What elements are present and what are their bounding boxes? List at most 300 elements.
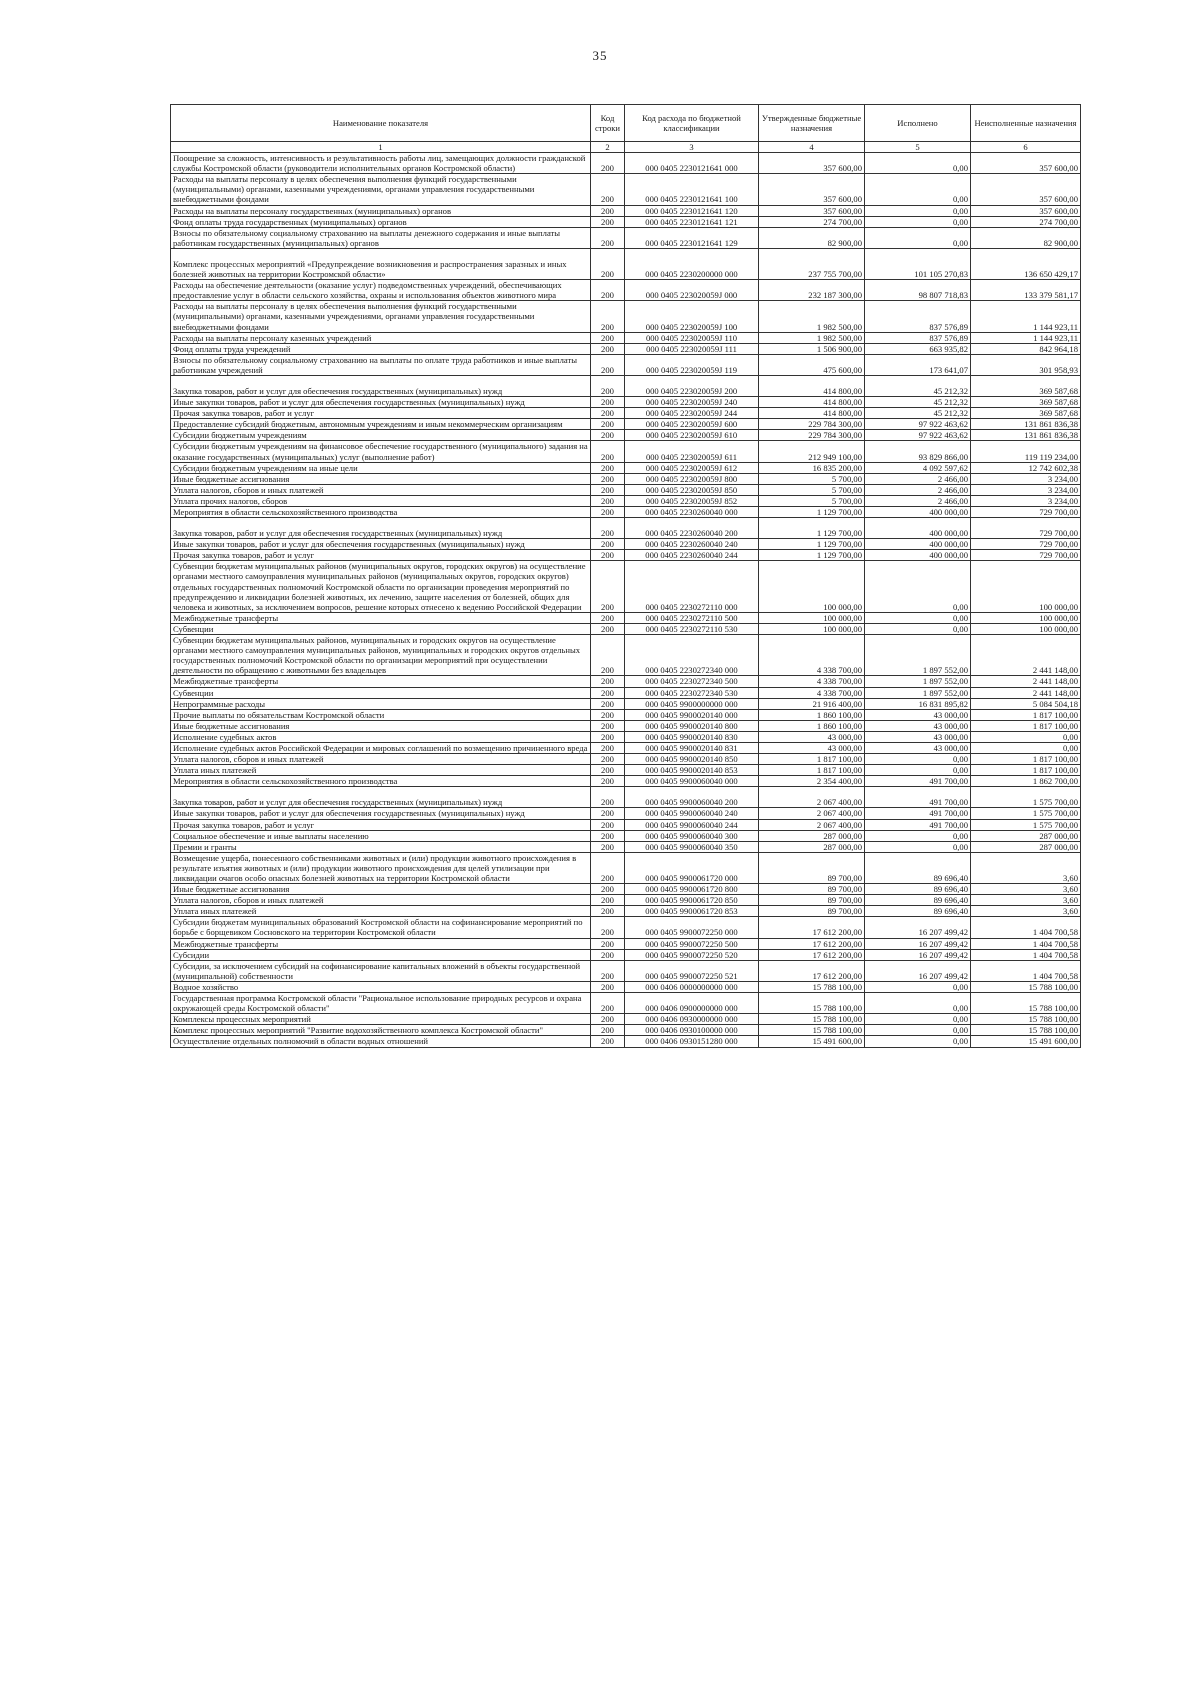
classification-code: 000 0405 223020059J 100 (625, 301, 759, 332)
unexecuted-amount: 15 491 600,00 (971, 1036, 1081, 1047)
unexecuted-amount: 119 119 234,00 (971, 441, 1081, 462)
table-row (171, 227, 1081, 248)
line-code: 200 (591, 917, 625, 938)
approved-amount: 16 835 200,00 (759, 462, 865, 473)
approved-amount: 229 784 300,00 (759, 419, 865, 430)
executed-amount: 45 212,32 (865, 375, 971, 396)
executed-amount: 0,00 (865, 993, 971, 1014)
unexecuted-amount: 1 817 100,00 (971, 709, 1081, 720)
classification-code: 000 0406 0000000000 000 (625, 981, 759, 992)
approved-amount: 287 000,00 (759, 830, 865, 841)
unexecuted-amount: 1 862 700,00 (971, 776, 1081, 787)
classification-code: 000 0405 2230272340 500 (625, 676, 759, 687)
line-code: 200 (591, 153, 625, 174)
line-code: 200 (591, 227, 625, 248)
line-code: 200 (591, 473, 625, 484)
classification-code: 000 0405 223020059J 119 (625, 354, 759, 375)
line-code: 200 (591, 808, 625, 819)
line-code: 200 (591, 676, 625, 687)
indicator-name: Расходы на выплаты персоналу в целях обеспечения выполнения функций государственными (муниципальными) органами, казенными учреждениями, органами управления государственными внебюджетными фондами (171, 174, 591, 205)
classification-code: 000 0405 9900020140 831 (625, 742, 759, 753)
indicator-name: Поощрение за сложность, интенсивность и результативность работы лиц, замещающих должности гражданской службы Костромской области (руководители исполнительных органов Костромской области) (171, 153, 591, 174)
line-code: 200 (591, 765, 625, 776)
executed-amount: 101 105 270,83 (865, 248, 971, 279)
unexecuted-amount: 1 144 923,11 (971, 301, 1081, 332)
executed-amount: 97 922 463,62 (865, 430, 971, 441)
executed-amount: 2 466,00 (865, 495, 971, 506)
table-row (171, 993, 1081, 1014)
line-code: 200 (591, 830, 625, 841)
approved-amount: 43 000,00 (759, 731, 865, 742)
table-row (171, 938, 1081, 949)
column-number: 5 (865, 142, 971, 153)
indicator-name: Субвенции (171, 623, 591, 634)
table-row (171, 676, 1081, 687)
line-code: 200 (591, 375, 625, 396)
approved-amount: 2 067 400,00 (759, 819, 865, 830)
line-code: 200 (591, 216, 625, 227)
executed-amount: 45 212,32 (865, 408, 971, 419)
classification-code: 000 0405 2230121641 129 (625, 227, 759, 248)
approved-amount: 100 000,00 (759, 623, 865, 634)
table-row (171, 709, 1081, 720)
indicator-name: Комплекс процессных мероприятий «Предупреждение возникновения и распространения заразных и иных болезней животных на территории Костромской области» (171, 248, 591, 279)
indicator-name: Фонд оплаты труда учреждений (171, 343, 591, 354)
table-row (171, 612, 1081, 623)
executed-amount: 0,00 (865, 612, 971, 623)
approved-amount: 2 067 400,00 (759, 808, 865, 819)
executed-amount: 0,00 (865, 981, 971, 992)
unexecuted-amount: 369 587,68 (971, 397, 1081, 408)
unexecuted-amount: 1 817 100,00 (971, 754, 1081, 765)
table-row (171, 742, 1081, 753)
table-row (171, 787, 1081, 808)
unexecuted-amount: 3,60 (971, 884, 1081, 895)
table-row (171, 301, 1081, 332)
approved-amount: 274 700,00 (759, 216, 865, 227)
line-code: 200 (591, 687, 625, 698)
line-code: 200 (591, 635, 625, 676)
executed-amount: 400 000,00 (865, 539, 971, 550)
classification-code: 000 0405 223020059J 611 (625, 441, 759, 462)
executed-amount: 0,00 (865, 216, 971, 227)
classification-code: 000 0405 223020059J 200 (625, 375, 759, 396)
line-code: 200 (591, 981, 625, 992)
classification-code: 000 0405 2230272340 000 (625, 635, 759, 676)
line-code: 200 (591, 742, 625, 753)
indicator-name: Субвенции (171, 687, 591, 698)
executed-amount: 89 696,40 (865, 895, 971, 906)
table-row (171, 635, 1081, 676)
indicator-name: Прочие выплаты по обязательствам Костромской области (171, 709, 591, 720)
classification-code: 000 0405 2230272110 530 (625, 623, 759, 634)
line-code: 200 (591, 550, 625, 561)
unexecuted-amount: 3,60 (971, 852, 1081, 883)
approved-amount: 1 982 500,00 (759, 332, 865, 343)
indicator-name: Исполнение судебных актов (171, 731, 591, 742)
unexecuted-amount: 100 000,00 (971, 561, 1081, 612)
executed-amount: 0,00 (865, 561, 971, 612)
header-executed: Исполнено (865, 105, 971, 142)
line-code: 200 (591, 938, 625, 949)
table-row (171, 765, 1081, 776)
indicator-name: Социальное обеспечение и иные выплаты населению (171, 830, 591, 841)
classification-code: 000 0405 9900061720 000 (625, 852, 759, 883)
classification-code: 000 0405 9900020140 800 (625, 720, 759, 731)
executed-amount: 16 207 499,42 (865, 938, 971, 949)
unexecuted-amount: 0,00 (971, 742, 1081, 753)
approved-amount: 414 800,00 (759, 375, 865, 396)
executed-amount: 0,00 (865, 841, 971, 852)
classification-code: 000 0405 9900020140 850 (625, 754, 759, 765)
executed-amount: 16 831 895,82 (865, 698, 971, 709)
approved-amount: 17 612 200,00 (759, 938, 865, 949)
executed-amount: 98 807 718,83 (865, 280, 971, 301)
approved-amount: 212 949 100,00 (759, 441, 865, 462)
line-code: 200 (591, 895, 625, 906)
table-row (171, 441, 1081, 462)
table-row (171, 808, 1081, 819)
table-row (171, 960, 1081, 981)
classification-code: 000 0405 2230272110 500 (625, 612, 759, 623)
line-code: 200 (591, 419, 625, 430)
approved-amount: 1 982 500,00 (759, 301, 865, 332)
classification-code: 000 0405 9900072250 520 (625, 949, 759, 960)
line-code: 200 (591, 332, 625, 343)
classification-code: 000 0405 2230121641 121 (625, 216, 759, 227)
line-code: 200 (591, 280, 625, 301)
approved-amount: 89 700,00 (759, 895, 865, 906)
approved-amount: 1 129 700,00 (759, 518, 865, 539)
table-row (171, 623, 1081, 634)
executed-amount: 0,00 (865, 1014, 971, 1025)
approved-amount: 1 860 100,00 (759, 720, 865, 731)
indicator-name: Взносы по обязательному социальному страхованию на выплаты по оплате труда работников и иные выплаты работникам учреждений (171, 354, 591, 375)
indicator-name: Комплексы процессных мероприятий (171, 1014, 591, 1025)
line-code: 200 (591, 1025, 625, 1036)
executed-amount: 16 207 499,42 (865, 917, 971, 938)
approved-amount: 1 860 100,00 (759, 709, 865, 720)
classification-code: 000 0405 223020059J 240 (625, 397, 759, 408)
column-number: 1 (171, 142, 591, 153)
indicator-name: Закупка товаров, работ и услуг для обеспечения государственных (муниципальных) нужд (171, 375, 591, 396)
table-row (171, 408, 1081, 419)
approved-amount: 1 129 700,00 (759, 507, 865, 518)
classification-code: 000 0406 0930000000 000 (625, 1014, 759, 1025)
table-row (171, 754, 1081, 765)
column-number: 6 (971, 142, 1081, 153)
unexecuted-amount: 842 964,18 (971, 343, 1081, 354)
line-code: 200 (591, 1036, 625, 1047)
classification-code: 000 0405 223020059J 850 (625, 484, 759, 495)
unexecuted-amount: 133 379 581,17 (971, 280, 1081, 301)
executed-amount: 89 696,40 (865, 906, 971, 917)
indicator-name: Уплата налогов, сборов и иных платежей (171, 484, 591, 495)
approved-amount: 82 900,00 (759, 227, 865, 248)
indicator-name: Уплата иных платежей (171, 765, 591, 776)
executed-amount: 1 897 552,00 (865, 676, 971, 687)
line-code: 200 (591, 441, 625, 462)
executed-amount: 400 000,00 (865, 550, 971, 561)
indicator-name: Субсидии бюджетным учреждениям (171, 430, 591, 441)
classification-code: 000 0405 9900060040 200 (625, 787, 759, 808)
unexecuted-amount: 1 404 700,58 (971, 960, 1081, 981)
approved-amount: 1 817 100,00 (759, 754, 865, 765)
approved-amount: 5 700,00 (759, 495, 865, 506)
executed-amount: 97 922 463,62 (865, 419, 971, 430)
executed-amount: 0,00 (865, 830, 971, 841)
approved-amount: 89 700,00 (759, 852, 865, 883)
unexecuted-amount: 3,60 (971, 895, 1081, 906)
approved-amount: 5 700,00 (759, 473, 865, 484)
indicator-name: Мероприятия в области сельскохозяйственного производства (171, 507, 591, 518)
unexecuted-amount: 3 234,00 (971, 495, 1081, 506)
indicator-name: Иные закупки товаров, работ и услуг для обеспечения государственных (муниципальных) нужд (171, 808, 591, 819)
unexecuted-amount: 287 000,00 (971, 830, 1081, 841)
table-row (171, 397, 1081, 408)
indicator-name: Исполнение судебных актов Российской Федерации и мировых соглашений по возмещению причиненного вреда (171, 742, 591, 753)
classification-code: 000 0405 9900000000 000 (625, 698, 759, 709)
table-row (171, 906, 1081, 917)
executed-amount: 0,00 (865, 153, 971, 174)
line-code: 200 (591, 518, 625, 539)
unexecuted-amount: 274 700,00 (971, 216, 1081, 227)
unexecuted-amount: 131 861 836,38 (971, 430, 1081, 441)
approved-amount: 414 800,00 (759, 397, 865, 408)
line-code: 200 (591, 906, 625, 917)
unexecuted-amount: 1 575 700,00 (971, 808, 1081, 819)
indicator-name: Межбюджетные трансферты (171, 938, 591, 949)
approved-amount: 21 916 400,00 (759, 698, 865, 709)
unexecuted-amount: 287 000,00 (971, 841, 1081, 852)
unexecuted-amount: 1 817 100,00 (971, 765, 1081, 776)
table-row (171, 884, 1081, 895)
approved-amount: 1 817 100,00 (759, 765, 865, 776)
executed-amount: 0,00 (865, 227, 971, 248)
header-line-code: Код строки (591, 105, 625, 142)
table-header-row (171, 105, 1081, 142)
indicator-name: Прочая закупка товаров, работ и услуг (171, 408, 591, 419)
classification-code: 000 0405 9900072250 000 (625, 917, 759, 938)
table-row (171, 895, 1081, 906)
line-code: 200 (591, 462, 625, 473)
table-row (171, 731, 1081, 742)
classification-code: 000 0405 2230272110 000 (625, 561, 759, 612)
executed-amount: 0,00 (865, 754, 971, 765)
table-row (171, 539, 1081, 550)
table-row (171, 841, 1081, 852)
line-code: 200 (591, 174, 625, 205)
line-code: 200 (591, 1014, 625, 1025)
approved-amount: 1 506 900,00 (759, 343, 865, 354)
table-row (171, 687, 1081, 698)
classification-code: 000 0405 2230260040 240 (625, 539, 759, 550)
line-code: 200 (591, 754, 625, 765)
executed-amount: 0,00 (865, 1036, 971, 1047)
executed-amount: 4 092 597,62 (865, 462, 971, 473)
line-code: 200 (591, 612, 625, 623)
header-unexecuted: Неисполненные назначения (971, 105, 1081, 142)
line-code: 200 (591, 709, 625, 720)
executed-amount: 2 466,00 (865, 473, 971, 484)
indicator-name: Субсидии (171, 949, 591, 960)
line-code: 200 (591, 539, 625, 550)
line-code: 200 (591, 205, 625, 216)
unexecuted-amount: 357 600,00 (971, 174, 1081, 205)
unexecuted-amount: 0,00 (971, 731, 1081, 742)
line-code: 200 (591, 949, 625, 960)
indicator-name: Фонд оплаты труда государственных (муниципальных) органов (171, 216, 591, 227)
column-number: 2 (591, 142, 625, 153)
line-code: 200 (591, 343, 625, 354)
classification-code: 000 0405 2230121641 100 (625, 174, 759, 205)
executed-amount: 491 700,00 (865, 776, 971, 787)
indicator-name: Уплата налогов, сборов и иных платежей (171, 754, 591, 765)
approved-amount: 15 788 100,00 (759, 981, 865, 992)
table-row (171, 1036, 1081, 1047)
unexecuted-amount: 1 575 700,00 (971, 787, 1081, 808)
budget-execution-table (170, 104, 1081, 1048)
classification-code: 000 0405 2230200000 000 (625, 248, 759, 279)
indicator-name: Закупка товаров, работ и услуг для обеспечения государственных (муниципальных) нужд (171, 518, 591, 539)
indicator-name: Субсидии бюджетным учреждениям на иные цели (171, 462, 591, 473)
classification-code: 000 0405 9900061720 853 (625, 906, 759, 917)
header-approved: Утвержденные бюджетные назначения (759, 105, 865, 142)
executed-amount: 400 000,00 (865, 507, 971, 518)
indicator-name: Расходы на обеспечение деятельности (оказание услуг) подведомственных учреждений, обеспечивающих предоставление услуг в области сельского хозяйства, охраны и использования объектов животного мира (171, 280, 591, 301)
executed-amount: 0,00 (865, 174, 971, 205)
approved-amount: 1 129 700,00 (759, 539, 865, 550)
table-row (171, 561, 1081, 612)
table-row (171, 949, 1081, 960)
indicator-name: Иные бюджетные ассигнования (171, 473, 591, 484)
classification-code: 000 0405 9900060040 300 (625, 830, 759, 841)
column-number-row (171, 142, 1081, 153)
indicator-name: Уплата налогов, сборов и иных платежей (171, 895, 591, 906)
indicator-name: Водное хозяйство (171, 981, 591, 992)
table-body (171, 153, 1081, 1047)
classification-code: 000 0406 0900000000 000 (625, 993, 759, 1014)
unexecuted-amount: 2 441 148,00 (971, 687, 1081, 698)
executed-amount: 0,00 (865, 765, 971, 776)
approved-amount: 15 788 100,00 (759, 1025, 865, 1036)
table-row (171, 473, 1081, 484)
unexecuted-amount: 1 404 700,58 (971, 938, 1081, 949)
line-code: 200 (591, 960, 625, 981)
unexecuted-amount: 729 700,00 (971, 507, 1081, 518)
table-row (171, 830, 1081, 841)
approved-amount: 229 784 300,00 (759, 430, 865, 441)
unexecuted-amount: 729 700,00 (971, 539, 1081, 550)
approved-amount: 357 600,00 (759, 153, 865, 174)
unexecuted-amount: 729 700,00 (971, 518, 1081, 539)
unexecuted-amount: 136 650 429,17 (971, 248, 1081, 279)
approved-amount: 100 000,00 (759, 561, 865, 612)
executed-amount: 491 700,00 (865, 808, 971, 819)
executed-amount: 16 207 499,42 (865, 949, 971, 960)
line-code: 200 (591, 354, 625, 375)
approved-amount: 414 800,00 (759, 408, 865, 419)
classification-code: 000 0405 2230121641 000 (625, 153, 759, 174)
column-number: 3 (625, 142, 759, 153)
indicator-name: Межбюджетные трансферты (171, 676, 591, 687)
indicator-name: Осуществление отдельных полномочий в области водных отношений (171, 1036, 591, 1047)
executed-amount: 173 641,07 (865, 354, 971, 375)
executed-amount: 16 207 499,42 (865, 960, 971, 981)
line-code: 200 (591, 993, 625, 1014)
executed-amount: 1 897 552,00 (865, 635, 971, 676)
table-row (171, 248, 1081, 279)
classification-code: 000 0405 9900060040 240 (625, 808, 759, 819)
table-row (171, 550, 1081, 561)
table-row (171, 354, 1081, 375)
unexecuted-amount: 729 700,00 (971, 550, 1081, 561)
unexecuted-amount: 15 788 100,00 (971, 993, 1081, 1014)
unexecuted-amount: 15 788 100,00 (971, 981, 1081, 992)
table-row (171, 430, 1081, 441)
table-row (171, 1014, 1081, 1025)
table-row (171, 419, 1081, 430)
indicator-name: Иные закупки товаров, работ и услуг для обеспечения государственных (муниципальных) нужд (171, 397, 591, 408)
executed-amount: 837 576,89 (865, 301, 971, 332)
classification-code: 000 0405 9900060040 244 (625, 819, 759, 830)
unexecuted-amount: 301 958,93 (971, 354, 1081, 375)
classification-code: 000 0405 223020059J 110 (625, 332, 759, 343)
indicator-name: Иные бюджетные ассигнования (171, 720, 591, 731)
approved-amount: 2 354 400,00 (759, 776, 865, 787)
indicator-name: Расходы на выплаты персоналу государственных (муниципальных) органов (171, 205, 591, 216)
unexecuted-amount: 100 000,00 (971, 612, 1081, 623)
executed-amount: 89 696,40 (865, 884, 971, 895)
unexecuted-amount: 12 742 602,38 (971, 462, 1081, 473)
table-row (171, 495, 1081, 506)
indicator-name: Иные закупки товаров, работ и услуг для обеспечения государственных (муниципальных) нужд (171, 539, 591, 550)
executed-amount: 2 466,00 (865, 484, 971, 495)
table-row (171, 332, 1081, 343)
executed-amount: 89 696,40 (865, 852, 971, 883)
unexecuted-amount: 100 000,00 (971, 623, 1081, 634)
unexecuted-amount: 131 861 836,38 (971, 419, 1081, 430)
executed-amount: 663 935,82 (865, 343, 971, 354)
approved-amount: 17 612 200,00 (759, 917, 865, 938)
table-row (171, 216, 1081, 227)
indicator-name: Предоставление субсидий бюджетным, автономным учреждениям и иным некоммерческим организациям (171, 419, 591, 430)
indicator-name: Комплекс процессных мероприятий "Развитие водохозяйственного комплекса Костромской области" (171, 1025, 591, 1036)
executed-amount: 0,00 (865, 205, 971, 216)
approved-amount: 17 612 200,00 (759, 949, 865, 960)
unexecuted-amount: 15 788 100,00 (971, 1025, 1081, 1036)
approved-amount: 15 491 600,00 (759, 1036, 865, 1047)
executed-amount: 43 000,00 (865, 720, 971, 731)
classification-code: 000 0405 223020059J 852 (625, 495, 759, 506)
indicator-name: Мероприятия в области сельскохозяйственного производства (171, 776, 591, 787)
approved-amount: 2 067 400,00 (759, 787, 865, 808)
line-code: 200 (591, 841, 625, 852)
unexecuted-amount: 5 084 504,18 (971, 698, 1081, 709)
classification-code: 000 0405 223020059J 244 (625, 408, 759, 419)
executed-amount: 400 000,00 (865, 518, 971, 539)
column-number: 4 (759, 142, 865, 153)
indicator-name: Межбюджетные трансферты (171, 612, 591, 623)
table-row (171, 462, 1081, 473)
table-row (171, 280, 1081, 301)
executed-amount: 491 700,00 (865, 787, 971, 808)
table-row (171, 343, 1081, 354)
indicator-name: Субвенции бюджетам муниципальных районов (муниципальных округов, городских округов) на осуществление органами местного самоуправления муниципальных районов (муниципальных округов, городских округов) отдельных государственных полномочий Костромской области по организации проведения мероприятий по предупреждению и ликвидации болезней животных, их лечению, защите населения от болезней, общих для человека и животных, за исключением вопросов, решение которых отнесено к ведению Российской Федерации (171, 561, 591, 612)
line-code: 200 (591, 507, 625, 518)
table-row (171, 375, 1081, 396)
line-code: 200 (591, 484, 625, 495)
